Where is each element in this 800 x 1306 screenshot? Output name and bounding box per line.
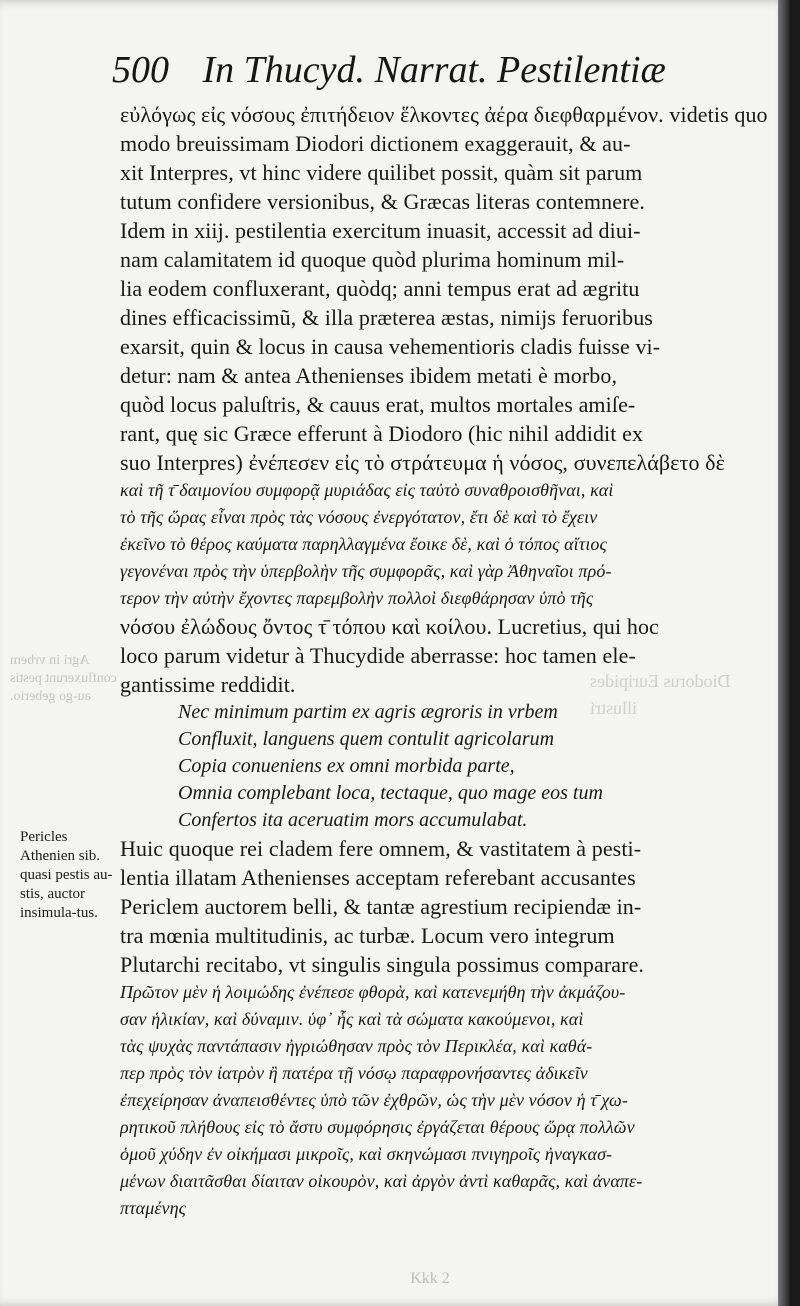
text-line: tra mœnia multitudinis, ac turbæ. Locum vero integrum: [120, 923, 615, 948]
text-line: ἐκεῖνο τὸ θέρος καύματα παρηλλαγμένα ἔοικε δὲ, καὶ ὁ τόπος αἴτιος: [120, 534, 607, 554]
paragraph-2: [120, 834, 780, 1222]
bleed-through-footer: Kkk 2: [410, 1270, 450, 1287]
text-line: τὰς ψυχὰς παντάπασιν ἠγριώθησαν πρὸς τὸν Περικλέα, καὶ καθά-: [120, 1036, 593, 1056]
text-line: ἐπεχείρησαν ἀναπεισθέντες ὑπὸ τῶν ἐχθρῶν, ὡς τὴν μὲν νόσον ἡ τ̄ χω-: [120, 1090, 628, 1110]
text-line: πταμένης: [120, 1198, 187, 1218]
verse-line: Nec minimum partim ex agris ægroris in vrbem: [178, 701, 558, 723]
text-line: nam calamitatem id quoque quòd plurima hominum mil-: [120, 247, 625, 272]
text-line: περ πρὸς τὸν ἰατρὸν ἢ πατέρα τῇ νόσῳ παραφρονήσαντες ἀδικεῖν: [120, 1063, 588, 1083]
margin-note-pericles: Pericles Athenien sib. quasi pestis au-stis, auctor insimula-tus.: [20, 829, 113, 921]
text-line: dines efficacissimũ, & illa præterea æstas, nimijs feruoribus: [120, 305, 653, 330]
text-line: γεγονέναι πρὸς τὴν ὑπερβολὴν τῆς συμφορᾶς, καὶ γὰρ Ἀθηναῖοι πρό-: [120, 561, 612, 581]
text-line: μένων διαιτᾶσθαι δίαιταν οἰκουρὸν, καὶ ἀργὸν ἀντὶ καθαρᾶς, καὶ ἀναπε-: [120, 1171, 643, 1191]
text-line: xit Interpres, vt hinc videre quilibet possit, quàm sit parum: [120, 160, 643, 185]
verse-line: Omnia complebant loca, tectaque, quo mage eos tum: [178, 782, 603, 804]
text-line: ὁμοῦ χύδην ἐν οἰκήμασι μικροῖς, καὶ σκηνώμασι πνιγηροῖς ἠναγκασ-: [120, 1144, 613, 1164]
text-line: tutum confidere versionibus, & Græcas literas contemnere.: [120, 189, 645, 214]
lucretius-verses: [120, 699, 780, 834]
text-line: ρητικοῦ πλήθους εἰς τὸ ἄστυ συμφόρησις ἐργάζεται θέρους ὥρᾳ πολλῶν: [120, 1117, 635, 1137]
text-line: Plutarchi recitabo, vt singulis singula possimus comparare.: [120, 952, 645, 977]
text-line: gantissime reddidit.: [120, 672, 296, 697]
text-line: Idem in xiij. pestilentia exercitum inuasit, accessit ad diui-: [120, 218, 641, 243]
text-line: modo breuissimam Diodori dictionem exaggerauit, & au-: [120, 131, 631, 156]
text-line: loco parum videtur à Thucydide aberrasse: hoc tamen ele-: [120, 643, 636, 668]
running-header: [112, 48, 772, 92]
text-line: τὸ τῆς ὥρας εἶναι πρὸς τὰς νόσους ἐνεργότατον, ἔτι δὲ καὶ τὸ ἔχειν: [120, 507, 598, 527]
text-line: exarsit, quin & locus in causa vehementioris cladis fuisse vi-: [120, 334, 661, 359]
text-line: lentia illatam Athenienses acceptam referebant accusantes: [120, 865, 636, 890]
text-line: Πρῶτον μὲν ἡ λοιμώδης ἐνέπεσε φθορὰ, καὶ κατενεμήθη τὴν ἀκμάζου-: [120, 982, 626, 1002]
running-title: In Thucyd. Narrat. Pestilentiæ: [202, 49, 666, 91]
bleed-through-right: Diodorus Euripides illustri: [590, 671, 731, 718]
text-line: Periclem auctorem belli, & tantæ agrestium recipiendæ in-: [120, 894, 642, 919]
text-line: εὐλόγως εἰς νόσους ἐπιτήδειον ἕλκοντες ἀέρα διεφθαρμένον. videtis quo: [120, 102, 768, 127]
main-text: [120, 100, 780, 1222]
page-number: 500: [112, 49, 169, 91]
verse-line: Confertos ita aceruatim mors accumulabat.: [178, 809, 528, 831]
text-line: σαν ἡλικίαν, καὶ δύναμιν. ὑφ᾽ ἧς καὶ τὰ σώματα κακούμενοι, καὶ: [120, 1009, 584, 1029]
text-line: quòd locus paluſtris, & cauus erat, multos mortales amiſe-: [120, 392, 636, 417]
text-line: rant, quę sic Græce efferunt à Diodoro (hic nihil addidit ex: [120, 421, 644, 446]
text-line: τερον τὴν αὐτὴν ἔχοντες παρεμβολὴν πολλοὶ διεφθάρησαν ὑπὸ τῆς: [120, 588, 594, 608]
text-line: suo Interpres) ἐνέπεσεν εἰς τὸ στράτευμα ἡ νόσος, συνεπελάβετο δὲ: [120, 450, 725, 475]
text-line: καὶ τῆ τ̄ δαιμονίου συμφορᾷ μυριάδας εἰς ταὐτὸ συναθροισθῆναι, καὶ: [120, 480, 614, 500]
text-line: Huic quoque rei cladem fere omnem, & vastitatem à pesti-: [120, 836, 642, 861]
text-line: lia eodem confluxerant, quòdq; anni tempus erat ad ægritu: [120, 276, 640, 301]
text-line: detur: nam & antea Athenienses ibidem metati è morbo,: [120, 363, 618, 388]
bleed-through-left: Agri in vrbem confluxerunt pestis au-go geberio.: [10, 653, 117, 704]
text-line: νόσου ἐλώδους ὄντος τ̄ τόπου καὶ κοίλου. Lucretius, qui hoc: [120, 614, 659, 639]
verse-line: Copia conueniens ex omni morbida parte,: [178, 755, 515, 777]
paragraph-1: [120, 100, 780, 699]
verse-line: Confluxit, languens quem contulit agricolarum: [178, 728, 555, 750]
